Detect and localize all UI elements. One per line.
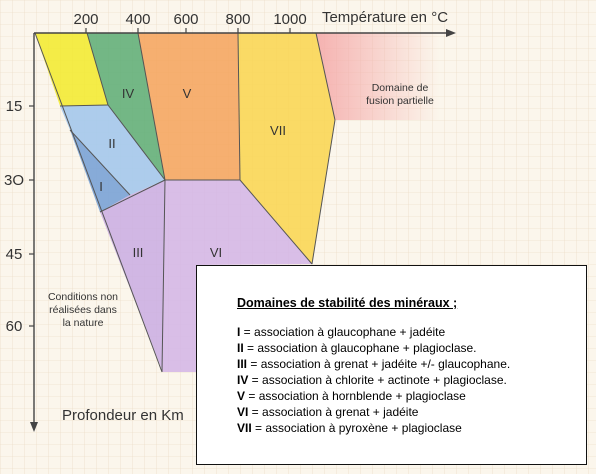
legend-title: Domaines de stabilité des minéraux ; — [237, 296, 458, 310]
unrealized-annotation-line-2: réalisées dans — [49, 304, 117, 316]
temperature-tick-600: 600 — [173, 11, 199, 28]
legend-num: II — [237, 341, 244, 355]
legend-num: V — [237, 389, 246, 403]
legend-item-VII — [237, 420, 576, 436]
depth-axis-label: Profondeur en Km — [62, 407, 184, 424]
temperature-axis-label: Température en °C — [321, 9, 449, 26]
legend-text: = association à grenat + jadéite — [248, 405, 419, 419]
legend-item-II — [237, 340, 576, 356]
depth-tick-15: 15 — [5, 98, 23, 115]
temperature-tick-200: 200 — [73, 11, 99, 28]
depth-tick-60: 60 — [5, 318, 23, 335]
temperature-tick-800: 800 — [225, 11, 251, 28]
legend-item-III — [237, 356, 576, 372]
legend-text: = association à pyroxène + plagioclase — [251, 421, 462, 435]
temperature-tick-400: 400 — [125, 11, 151, 28]
melting-annotation-line-1: Domaine de — [371, 82, 429, 94]
melting-annotation-line-2: fusion partielle — [366, 95, 434, 107]
legend-item-V — [237, 388, 576, 404]
legend-num: IV — [237, 373, 249, 387]
legend-num: VI — [237, 405, 249, 419]
domain-label-III: III — [132, 245, 144, 260]
legend-text: = association à grenat + jadéite +/- glaucophane. — [247, 357, 511, 371]
unrealized-annotation-line-1: Conditions non — [47, 291, 119, 303]
legend-item-I — [237, 324, 576, 340]
legend-num: I — [237, 325, 241, 339]
legend-text: = association à glaucophane + plagioclase. — [243, 341, 477, 355]
legend-item-VI — [237, 404, 576, 420]
legend-text: = association à glaucophane + jadéite — [240, 325, 446, 339]
domain-label-II: II — [108, 136, 116, 151]
domain-label-VII: VII — [270, 123, 286, 138]
temperature-tick-1000: 1000 — [273, 11, 307, 28]
depth-tick-45: 45 — [5, 246, 23, 263]
unrealized-annotation-line-3: la nature — [62, 317, 104, 329]
domain-label-VI: VI — [209, 245, 223, 260]
domain-label-V: V — [182, 86, 192, 101]
legend-item-IV — [237, 372, 576, 388]
legend-num: VII — [237, 421, 252, 435]
depth-tick-30: 3O — [3, 172, 25, 189]
domain-label-IV: IV — [121, 86, 135, 101]
legend-box — [196, 265, 587, 465]
domain-label-I: I — [99, 179, 103, 194]
legend-text: = association à hornblende + plagioclase — [245, 389, 466, 403]
legend-num: III — [237, 357, 248, 371]
legend-text: = association à chlorite + actinote + plagioclase. — [248, 373, 507, 387]
